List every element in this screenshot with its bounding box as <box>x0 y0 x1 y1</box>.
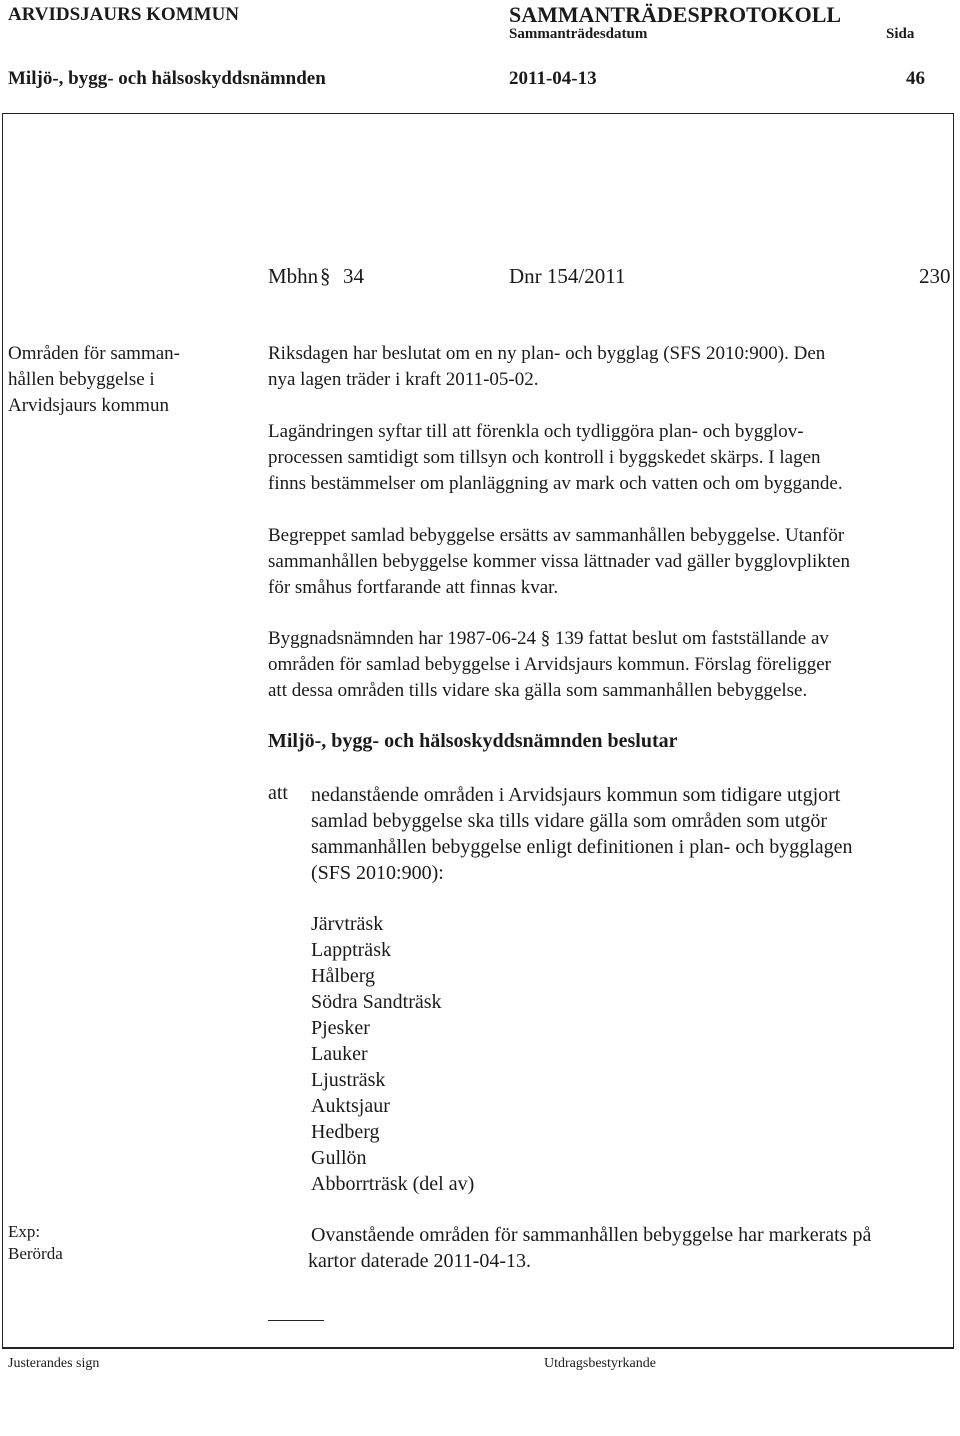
list-item: Hedberg <box>311 1121 380 1143</box>
list-item: Abborrträsk (del av) <box>311 1173 475 1195</box>
list-item: Lappträsk <box>311 939 391 961</box>
closing-line: kartor daterade 2011-04-13. <box>308 1250 532 1272</box>
document-type: SAMMANTRÄDESPROTOKOLL <box>509 2 842 27</box>
paragraph-line: processen samtidigt som tillsyn och kontroll i byggskedet skärps. I lagen <box>268 447 821 468</box>
paragraph-4 <box>268 626 954 704</box>
paragraph-2 <box>268 419 954 497</box>
paragraph-line: Byggnadsnämnden har 1987-06-24 § 139 fattat beslut om fastställande av <box>268 628 829 649</box>
paragraph-line: för småhus fortfarande att finnas kvar. <box>268 577 559 598</box>
subject-heading <box>8 341 180 419</box>
reference-code: 230 <box>919 264 951 288</box>
meeting-date: 2011-04-13 <box>509 68 597 89</box>
paragraph-line: Begreppet samlad bebyggelse ersätts av sammanhållen bebyggelse. Utanför <box>268 525 845 546</box>
subject-line: Arvidsjaurs kommun <box>8 395 169 416</box>
paragraph-3 <box>268 523 954 601</box>
decision-line: nedanstående områden i Arvidsjaurs kommun som tidigare utgjort <box>311 784 841 806</box>
list-item: Ljusträsk <box>311 1069 386 1091</box>
footer-divider <box>2 1348 954 1349</box>
paragraph-line: Lagändringen syftar till att förenkla och tydliggöra plan- och bygglov- <box>268 421 804 442</box>
list-item: Gullön <box>311 1147 367 1169</box>
paragraph-line: att dessa områden tills vidare ska gälla som sammanhållen bebyggelse. <box>268 680 808 701</box>
paragraph-line: Riksdagen har beslutat om en ny plan- och bygglag (SFS 2010:900). Den <box>268 343 826 364</box>
meeting-date-label: Sammanträdesdatum <box>509 26 648 42</box>
certification-label: Utdragsbestyrkande <box>544 1356 656 1371</box>
list-item: Pjesker <box>311 1017 370 1039</box>
paragraph-1 <box>268 341 954 393</box>
decision-line: sammanhållen bebyggelse enligt definitionen i plan- och bygglagen <box>311 836 853 858</box>
decision-line: (SFS 2010:900): <box>311 862 444 884</box>
page-label: Sida <box>886 26 915 42</box>
closing-note <box>308 1222 872 1274</box>
page-number: 46 <box>906 68 925 89</box>
paragraph-line: sammanhållen bebyggelse kommer vissa lättnader vad gäller bygglovplikten <box>268 551 850 572</box>
list-item: Järvträsk <box>311 913 384 935</box>
board-name: Miljö-, bygg- och hälsoskyddsnämnden <box>8 68 326 89</box>
section-code: Mbhn <box>268 264 319 288</box>
section-number: 34 <box>343 264 364 288</box>
paragraph-line: finns bestämmelser om planläggning av mark och vatten och om byggande. <box>268 473 843 494</box>
paragraph-line: nya lagen träder i kraft 2011-05-02. <box>268 369 539 390</box>
list-item: Hålberg <box>311 965 376 987</box>
distribution-recipients: Berörda <box>8 1244 63 1263</box>
decision-text <box>311 782 853 886</box>
distribution-label: Exp: <box>8 1222 41 1241</box>
decision-heading: Miljö-, bygg- och hälsoskyddsnämnden beslutar <box>268 730 678 752</box>
list-item: Lauker <box>311 1043 368 1065</box>
signature-label: Justerandes sign <box>8 1356 100 1371</box>
paragraph-sign: § <box>320 264 331 288</box>
att-label: att <box>268 782 288 804</box>
organization-name: ARVIDSJAURS KOMMUN <box>8 4 240 25</box>
list-item: Auktsjaur <box>311 1095 390 1117</box>
decision-line: samlad bebyggelse ska tills vidare gälla som områden som utgör <box>311 810 827 832</box>
closing-line: Ovanstående områden för sammanhållen bebyggelse har markerats på <box>311 1224 872 1246</box>
diary-number: Dnr 154/2011 <box>509 264 626 288</box>
end-rule <box>268 1320 324 1321</box>
paragraph-line: områden för samlad bebyggelse i Arvidsjaurs kommun. Förslag föreligger <box>268 654 832 675</box>
place-list <box>311 911 474 1197</box>
list-item: Södra Sandträsk <box>311 991 442 1013</box>
distribution <box>8 1221 63 1265</box>
subject-line: hållen bebyggelse i <box>8 369 155 390</box>
subject-line: Områden för samman- <box>8 343 180 364</box>
